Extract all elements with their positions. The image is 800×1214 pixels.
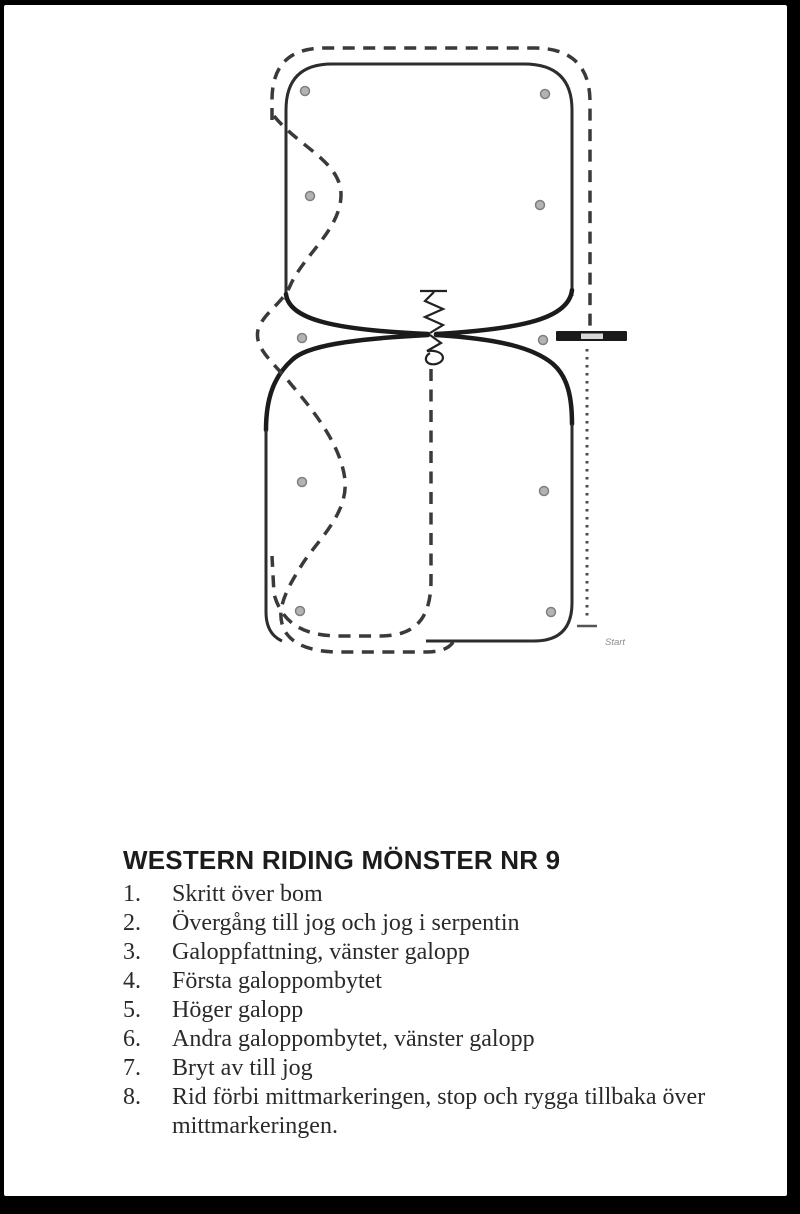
- step-number: 4.: [123, 968, 141, 994]
- start-line: [577, 349, 597, 626]
- step-text: Galoppfattning, vänster galopp: [172, 939, 470, 965]
- step-text: Andra galoppombytet, vänster galopp: [172, 1026, 535, 1052]
- step-text: Skritt över bom: [172, 881, 323, 907]
- lower-loop-solid-path: [266, 424, 572, 641]
- step-number: 7.: [123, 1055, 141, 1081]
- pattern-step: [123, 938, 743, 967]
- cone-marker-icon: [536, 201, 545, 210]
- instruction-block: [123, 845, 743, 1141]
- figure-eight-crossing: [266, 290, 572, 430]
- cone-marker-icon: [547, 608, 556, 617]
- cone-marker-icon: [298, 334, 307, 343]
- pattern-step: [123, 1025, 743, 1054]
- pattern-steps-list: [123, 880, 743, 1141]
- riding-pattern-diagram: [4, 5, 787, 720]
- cone-marker-icon: [541, 90, 550, 99]
- bom-zigzag-icon: [420, 291, 447, 364]
- upper-loop-solid-path: [286, 64, 572, 300]
- step-text: Höger galopp: [172, 997, 304, 1023]
- pattern-step: [123, 880, 743, 909]
- center-dashed-path: [272, 369, 431, 636]
- step-number: 3.: [123, 939, 141, 965]
- step-text: Bryt av till jog: [172, 1055, 313, 1081]
- cone-marker-icon: [306, 192, 315, 201]
- step-text: Rid förbi mittmarkeringen, stop och rygga tillbaka över mittmarkeringen.: [172, 1084, 706, 1139]
- step-number: 2.: [123, 910, 141, 936]
- pattern-step: [123, 1054, 743, 1083]
- pattern-title: WESTERN RIDING MÖNSTER NR 9: [123, 845, 561, 875]
- document-page: [4, 5, 787, 1196]
- center-marker: [556, 331, 627, 341]
- cone-marker-icon: [296, 607, 305, 616]
- pattern-step: [123, 996, 743, 1025]
- step-number: 8.: [123, 1084, 141, 1110]
- pattern-step: [123, 909, 743, 938]
- pattern-step: [123, 1083, 743, 1141]
- step-text: Första galoppombytet: [172, 968, 382, 994]
- cone-marker-icon: [539, 336, 548, 345]
- step-number: 5.: [123, 997, 141, 1023]
- cone-marker-icon: [301, 87, 310, 96]
- cone-marker-icon: [298, 478, 307, 487]
- pattern-step: [123, 967, 743, 996]
- step-number: 1.: [123, 881, 141, 907]
- step-text: Övergång till jog och jog i serpentin: [172, 910, 520, 936]
- start-label: Start: [605, 637, 626, 648]
- cone-marker-icon: [540, 487, 549, 496]
- cone-markers: [296, 87, 556, 617]
- step-number: 6.: [123, 1026, 141, 1052]
